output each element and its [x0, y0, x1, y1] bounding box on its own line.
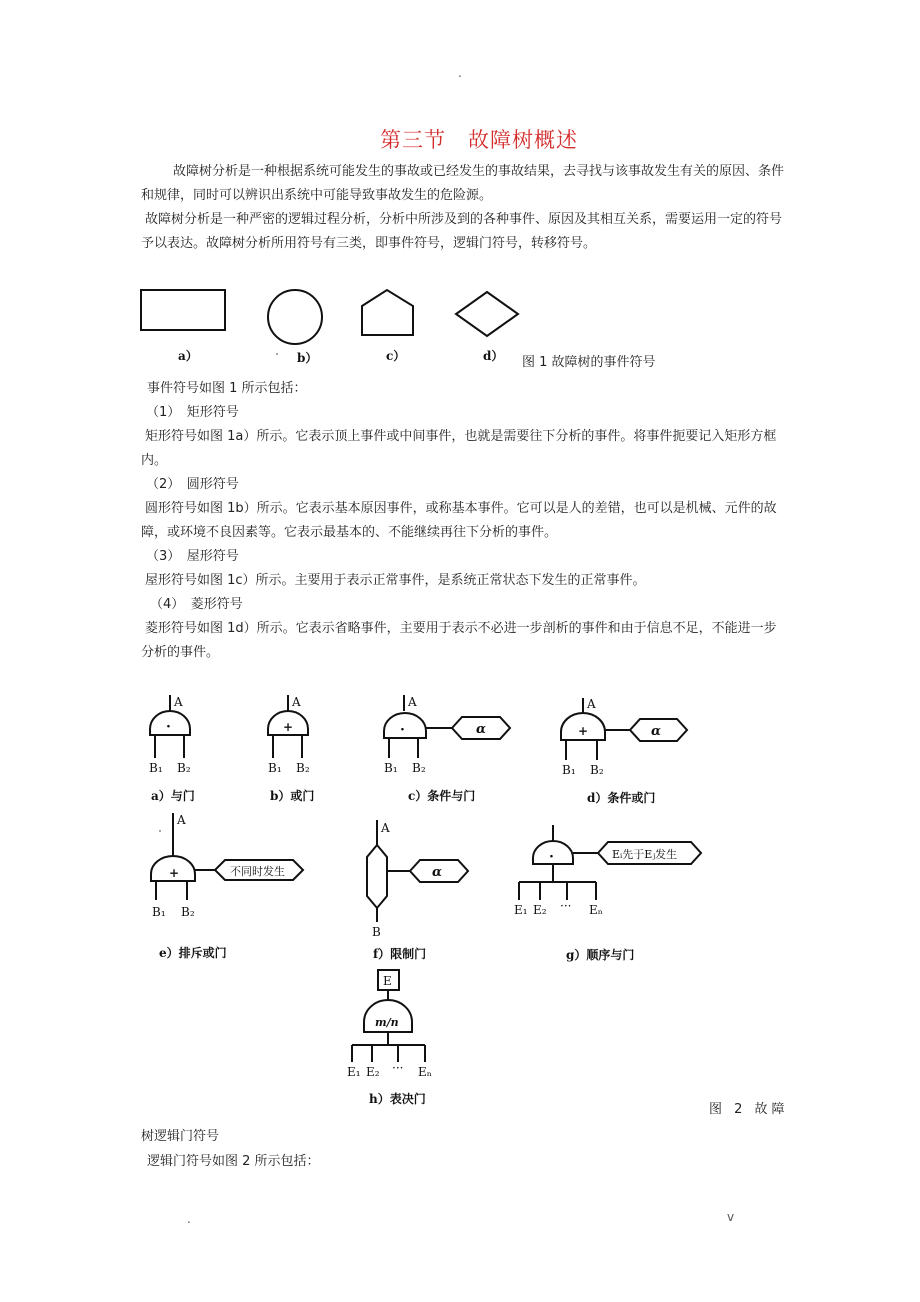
gate-a-input-1-label: B₁ — [149, 761, 163, 775]
gate-h-output-label: E — [383, 974, 392, 988]
gate-c-output-label: A — [408, 695, 417, 709]
fig1-label-b: b） — [297, 351, 318, 365]
gate-h-input-n-label: Eₙ — [418, 1065, 432, 1079]
header-dot: . — [458, 66, 462, 80]
event-item-1-heading: （1） 矩形符号 — [146, 405, 239, 420]
gate-f-input-label: B — [372, 925, 381, 939]
gate-g-and-sign: · — [549, 849, 554, 865]
event-item-3-body: 屋形符号如图 1c）所示。主要用于表示正常事件，是系统正常状态下发生的正常事件。 — [145, 573, 646, 588]
gate-a-input-2-label: B₂ — [177, 761, 191, 775]
intro-paragraph-1: 故障树分析是一种根据系统可能发生的事故或已经发生的事故结果，去寻找与该事故发生有关的原因、条件和规律，同时可以辨识出系统中可能导致事故发生的危险源。 — [141, 164, 785, 203]
gate-caption-g: g）顺序与门 — [566, 948, 635, 962]
gate-g-input-n-label: Eₙ — [589, 903, 603, 917]
gate-c-input-2-label: B₂ — [412, 761, 426, 775]
gate-e-input-2-label: B₂ — [181, 905, 195, 919]
page-title: 第三节 故障树概述 — [380, 128, 578, 152]
gate-b-output-label: A — [292, 695, 301, 709]
gate-c-and-sign: · — [400, 722, 405, 738]
gate-c-condition-alpha: α — [476, 722, 487, 737]
gate-caption-f: f）限制门 — [373, 947, 427, 961]
gate-b-input-2-label: B₂ — [296, 761, 310, 775]
gate-caption-c: c）条件与门 — [408, 789, 476, 803]
gate-d-or-sign: + — [578, 724, 589, 738]
figure-2-speck — [159, 830, 161, 832]
gate-h-input-2-label: E₂ — [366, 1065, 380, 1079]
gate-section-lead: 逻辑门符号如图 2 所示包括： — [147, 1154, 320, 1169]
gate-f-condition-alpha: α — [432, 865, 443, 880]
gate-g-input-2-label: E₂ — [533, 903, 547, 917]
intro-paragraph-2: 故障树分析是一种严密的逻辑过程分析，分析中所涉及到的各种事件、原因及其相互关系，需要运用一定的符号予以表达。故障树分析所用符号有三类，即事件符号，逻辑门符号，转移符号。 — [141, 212, 783, 251]
fig1-label-c: c） — [386, 349, 406, 363]
gate-d-condition-alpha: α — [651, 724, 662, 739]
event-item-2-heading: （2） 圆形符号 — [146, 477, 239, 492]
event-section-lead: 事件符号如图 1 所示包括： — [147, 381, 307, 396]
gate-e-or-sign: + — [169, 866, 180, 880]
gate-b-input-1-label: B₁ — [268, 761, 282, 775]
gate-caption-h: h）表决门 — [369, 1092, 426, 1106]
gate-caption-b: b）或门 — [270, 789, 315, 803]
gate-g-input-1-label: E₁ — [514, 903, 528, 917]
gate-e-exclusive-or — [151, 813, 303, 900]
gate-a-and-sign: · — [166, 719, 171, 735]
gate-f-inhibit — [367, 820, 468, 922]
gate-b-or-sign: + — [283, 720, 294, 734]
footer-right-mark: v — [727, 1210, 735, 1224]
gate-c-input-1-label: B₁ — [384, 761, 398, 775]
gate-e-input-1-label: B₁ — [152, 905, 166, 919]
gate-h-vote-ratio: m/n — [375, 1016, 399, 1029]
gate-caption-e: e）排斥或门 — [159, 946, 227, 960]
gate-d-input-2-label: B₂ — [590, 763, 604, 777]
gate-g-ellipsis: ··· — [560, 899, 572, 913]
gate-g-condition-text: Eᵢ先于Eⱼ发生 — [612, 848, 678, 861]
event-item-2-body: 圆形符号如图 1b）所示。它表示基本原因事件，或称基本事件。它可以是人的差错，也可以是机械、元件的故障，或环境不良因素等。它表示最基本的、不能继续再往下分析的事件。 — [141, 501, 777, 540]
figure-2-caption-part-1: 图 2 故障 — [709, 1102, 789, 1117]
fig1-label-d: d） — [483, 349, 504, 363]
gate-e-condition-text: 不同时发生 — [230, 865, 285, 878]
fig1-label-a: a） — [178, 349, 198, 363]
gate-e-output-label: A — [177, 813, 186, 827]
footer-left-dot: . — [187, 1212, 191, 1226]
event-item-4-body: 菱形符号如图 1d）所示。它表示省略事件，主要用于表示不必进一步剖析的事件和由于信息不足，不能进一步分析的事件。 — [141, 621, 777, 660]
gate-f-output-label: A — [381, 821, 390, 835]
gate-caption-d: d）条件或门 — [587, 791, 656, 805]
gate-caption-a: a）与门 — [151, 789, 195, 803]
gate-a-output-label: A — [174, 695, 183, 709]
gate-h-ellipsis: ··· — [392, 1061, 404, 1075]
gate-d-output-label: A — [587, 697, 596, 711]
figure-1-caption: 图 1 故障树的事件符号 — [522, 355, 656, 370]
gate-d-input-1-label: B₁ — [562, 763, 576, 777]
gate-g-priority-and — [519, 825, 701, 900]
event-item-1-body: 矩形符号如图 1a）所示。它表示顶上事件或中间事件，也就是需要往下分析的事件。将事件扼要记入矩形方框内。 — [141, 429, 777, 468]
event-item-4-heading: （4） 菱形符号 — [150, 597, 243, 612]
gate-h-input-1-label: E₁ — [347, 1065, 361, 1079]
figure-2-caption-part-2: 树逻辑门符号 — [141, 1129, 220, 1144]
event-item-3-heading: （3） 屋形符号 — [146, 549, 239, 564]
